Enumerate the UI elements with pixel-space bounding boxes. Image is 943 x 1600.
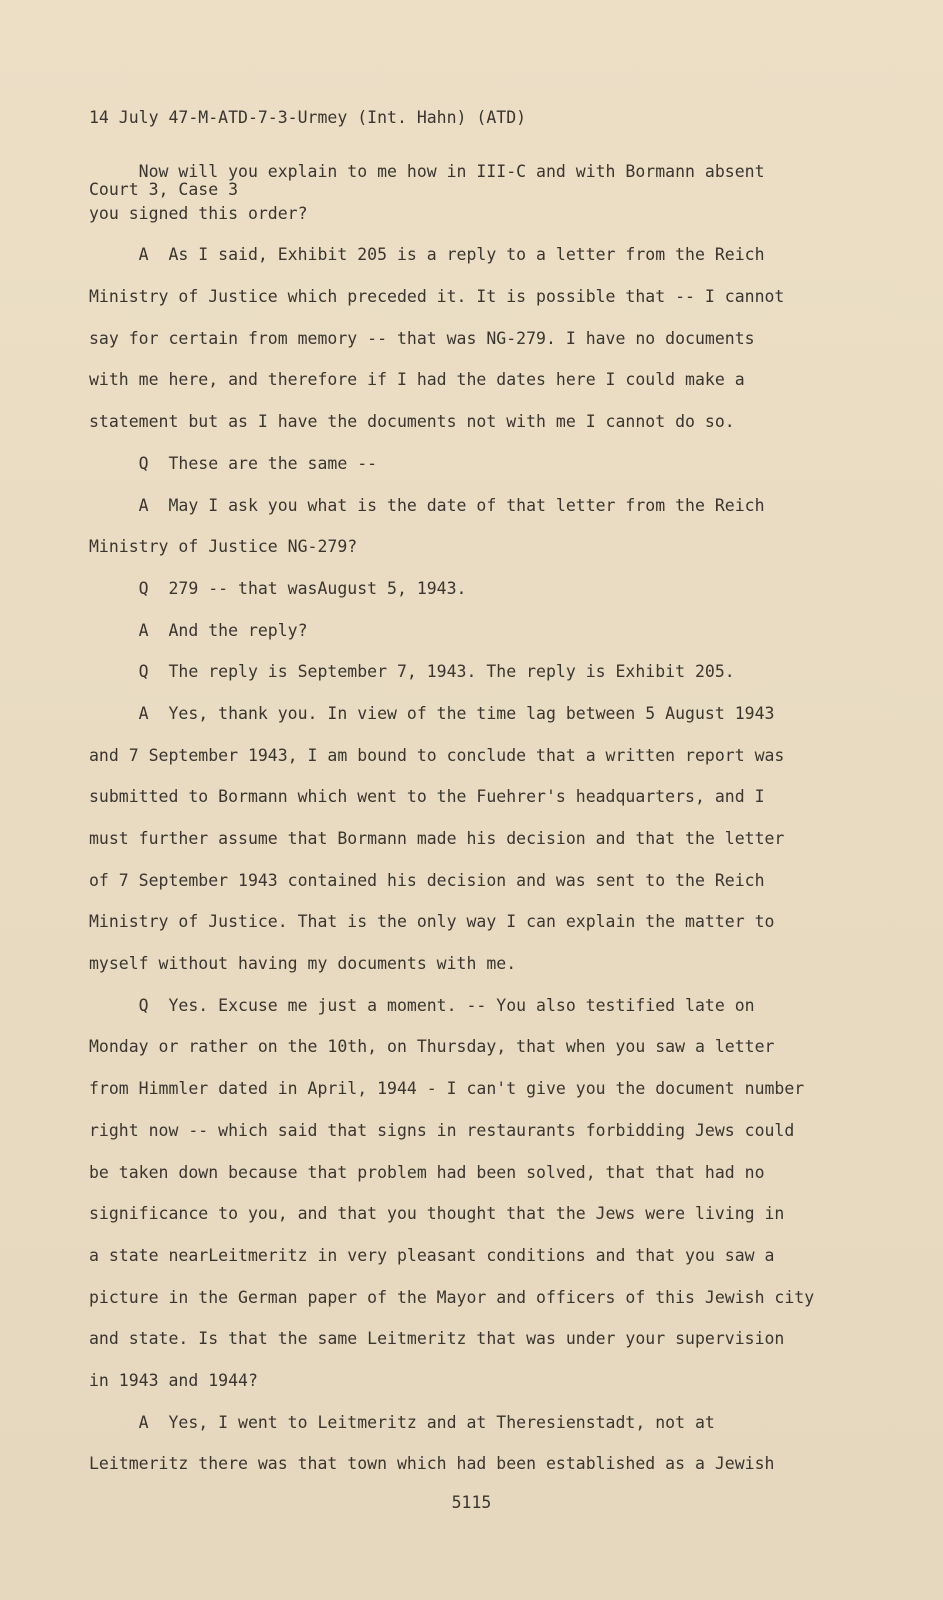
transcript-line: and 7 September 1943, I am bound to conclude that a written report was — [89, 745, 785, 765]
page-number: 5115 — [451, 1493, 492, 1512]
transcript-line: Q 279 -- that wasAugust 5, 1943. — [89, 578, 467, 598]
transcript-body — [89, 160, 909, 1494]
transcript-line: Monday or rather on the 10th, on Thursday, that when you saw a letter — [89, 1037, 775, 1057]
transcript-line: A And the reply? — [89, 620, 308, 640]
transcript-line: statement but as I have the documents not with me I cannot do so. — [89, 412, 735, 432]
transcript-line: say for certain from memory -- that was NG-279. I have no documents — [89, 328, 755, 348]
transcript-line: must further assume that Bormann made his decision and that the letter — [89, 829, 785, 848]
transcript-line: Q Yes. Excuse me just a moment. -- You also testified late on — [89, 995, 755, 1015]
transcript-line: of 7 September 1943 contained his decision and was sent to the Reich — [89, 870, 765, 890]
transcript-line: Q The reply is September 7, 1943. The reply is Exhibit 205. — [89, 662, 735, 682]
transcript-line: be taken down because that problem had been solved, that that had no — [89, 1162, 765, 1182]
transcript-line: right now -- which said that signs in restaurants forbidding Jews could — [89, 1120, 795, 1140]
transcript-line: from Himmler dated in April, 1944 - I can't give you the document number — [89, 1079, 805, 1099]
transcript-line: A As I said, Exhibit 205 is a reply to a letter from the Reich — [89, 245, 765, 265]
transcript-line: significance to you, and that you thought that the Jews were living in — [89, 1204, 785, 1224]
transcript-line: Leitmeritz there was that town which had been established as a Jewish — [89, 1454, 775, 1474]
transcript-line: Q These are the same -- — [89, 453, 378, 473]
header-line-1: 14 July 47-M-ATD-7-3-Urmey (Int. Hahn) (ATD) — [89, 108, 527, 127]
transcript-line: in 1943 and 1944? — [89, 1370, 258, 1390]
transcript-line: and state. Is that the same Leitmeritz that was under your supervision — [89, 1329, 785, 1349]
transcript-line: with me here, and therefore if I had the dates here I could make a — [89, 370, 745, 390]
transcript-line: Ministry of Justice NG-279? — [89, 537, 358, 557]
transcript-line: myself without having my documents with me. — [89, 954, 517, 974]
header-line-2: Court 3, Case 3 — [89, 180, 239, 199]
transcript-line: you signed this order? — [89, 203, 308, 223]
transcript-line: A Yes, thank you. In view of the time lag between 5 August 1943 — [89, 703, 775, 723]
transcript-line: Ministry of Justice which preceded it. It is possible that -- I cannot — [89, 287, 785, 307]
transcript-line: A May I ask you what is the date of that letter from the Reich — [89, 495, 765, 515]
transcript-line: picture in the German paper of the Mayor and officers of this Jewish city — [89, 1287, 815, 1307]
transcript-line: Now will you explain to me how in III-C and with Bormann absent — [89, 162, 765, 181]
transcript-line: Ministry of Justice. That is the only way I can explain the matter to — [89, 912, 775, 932]
transcript-line: a state nearLeitmeritz in very pleasant conditions and that you saw a — [89, 1245, 775, 1265]
transcript-line: submitted to Bormann which went to the Fuehrer's headquarters, and I — [89, 787, 765, 807]
transcript-line: A Yes, I went to Leitmeritz and at Theresienstadt, not at — [89, 1412, 715, 1432]
